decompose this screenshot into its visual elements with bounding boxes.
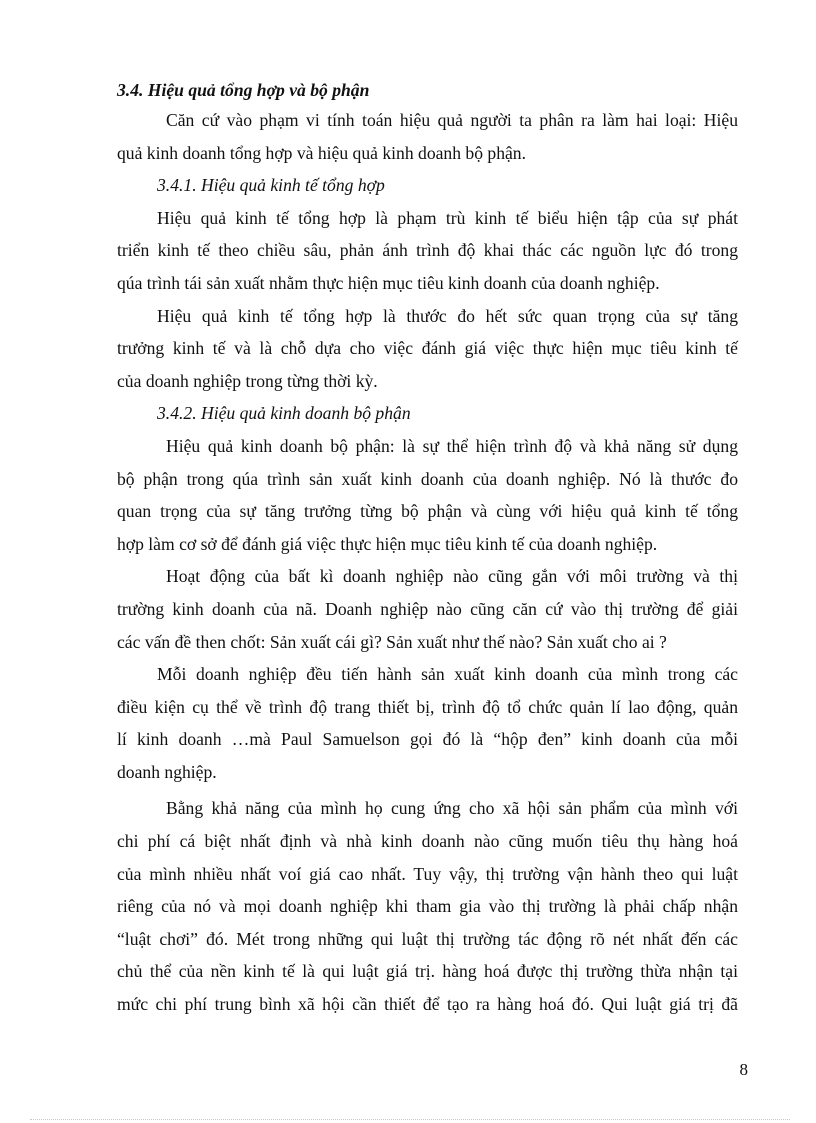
intro-paragraph (117, 104, 738, 169)
text-line: “luật chơi” đó. Mét trong những qui luật thị trường tác động rõ nét nhất đến các (117, 928, 738, 949)
subsection-heading-1: 3.4.1. Hiệu quả kinh tế tổng hợp (157, 175, 385, 196)
text-line: quan trọng của sự tăng trưởng từng bộ phận và cùng với hiệu quả kinh tế tổng (117, 501, 738, 522)
text-line: trưởng kinh tế và là chỗ dựa cho việc đánh giá việc thực hiện mục tiêu kinh tế (117, 338, 738, 359)
text-line: chi phí cá biệt nhất định và nhà kinh doanh nào cũng muốn tiêu thụ hàng hoá (117, 831, 738, 852)
text-line: Bằng khả năng của mình họ cung ứng cho xã hội sản phẩm của mình với (166, 798, 738, 819)
paragraph-1 (117, 202, 738, 300)
text-line: Mỗi doanh nghiệp đều tiến hành sản xuất kinh doanh của mình trong các (157, 664, 738, 685)
text-line: Hiệu quả kinh tế tổng hợp là thước đo hết sức quan trọng của sự tăng (157, 305, 738, 326)
text-line: Căn cứ vào phạm vi tính toán hiệu quả người ta phân ra làm hai loại: Hiệu (166, 110, 738, 130)
paragraph-5 (117, 658, 738, 788)
text-line: triển kinh tế theo chiều sâu, phản ánh trình độ khai thác các nguồn lực đó trong (117, 240, 738, 261)
text-line: chủ thể của nền kinh tế là qui luật giá trị. hàng hoá được thị trường thừa nhận tại (117, 961, 738, 982)
page-bottom-divider (30, 1119, 790, 1120)
paragraph-2 (117, 300, 738, 398)
paragraph-6 (117, 792, 738, 1020)
text-line: lí kinh doanh …mà Paul Samuelson gọi đó là “hộp đen” kinh doanh của mỗi (117, 729, 738, 750)
page-number: 8 (739, 1060, 748, 1079)
text-line: Hiệu quả kinh tế tổng hợp là phạm trù kinh tế biểu hiện tập của sự phát (157, 207, 738, 228)
text-line: Hoạt động của bất kì doanh nghiệp nào cũng gắn với môi trường và thị (166, 566, 738, 587)
text-line: các vấn đề then chốt: Sản xuất cái gì? Sản xuất như thế nào? Sản xuất cho ai ? (117, 631, 667, 652)
text-line: doanh nghiệp. (117, 761, 217, 782)
text-line: của mình nhiều nhất voí giá cao nhất. Tuy vậy, thị trường vận hành theo qui luật (117, 863, 738, 884)
text-line: riêng của nó và mọi doanh nghiệp khi tham gia vào thị trường là phải chấp nhận (117, 896, 738, 917)
text-line: mức chi phí trung bình xã hội cần thiết để tạo ra hàng hoá đó. Qui luật giá trị đã (117, 994, 738, 1015)
text-line: trường kinh doanh của nã. Doanh nghiệp nào cũng căn cứ vào thị trường để giải (117, 598, 738, 619)
text-line: Hiệu quả kinh doanh bộ phận: là sự thể hiện trình độ và khả năng sử dụng (166, 435, 738, 456)
text-line: điều kiện cụ thể về trình độ trang thiết bị, trình độ tổ chức quản lí lao động, quản (117, 696, 738, 717)
section-heading: 3.4. Hiệu quả tổng hợp và bộ phận (117, 80, 370, 100)
text-line: của doanh nghiệp trong từng thời kỳ. (117, 370, 378, 391)
paragraph-3 (117, 430, 738, 560)
paragraph-4 (117, 560, 738, 658)
text-line: bộ phận trong qúa trình sản xuất kinh doanh của doanh nghiệp. Nó là thước đo (117, 468, 738, 489)
text-line: hợp làm cơ sở để đánh giá việc thực hiện mục tiêu kinh tế của doanh nghiệp. (117, 533, 658, 554)
text-line: quả kinh doanh tổng hợp và hiệu quả kinh doanh bộ phận. (117, 142, 527, 163)
document-body (117, 76, 738, 1021)
text-line: qúa trình tái sản xuất nhằm thực hiện mục tiêu kinh doanh của doanh nghiệp. (117, 272, 660, 293)
subsection-heading-2: 3.4.2. Hiệu quả kinh doanh bộ phận (157, 403, 411, 424)
